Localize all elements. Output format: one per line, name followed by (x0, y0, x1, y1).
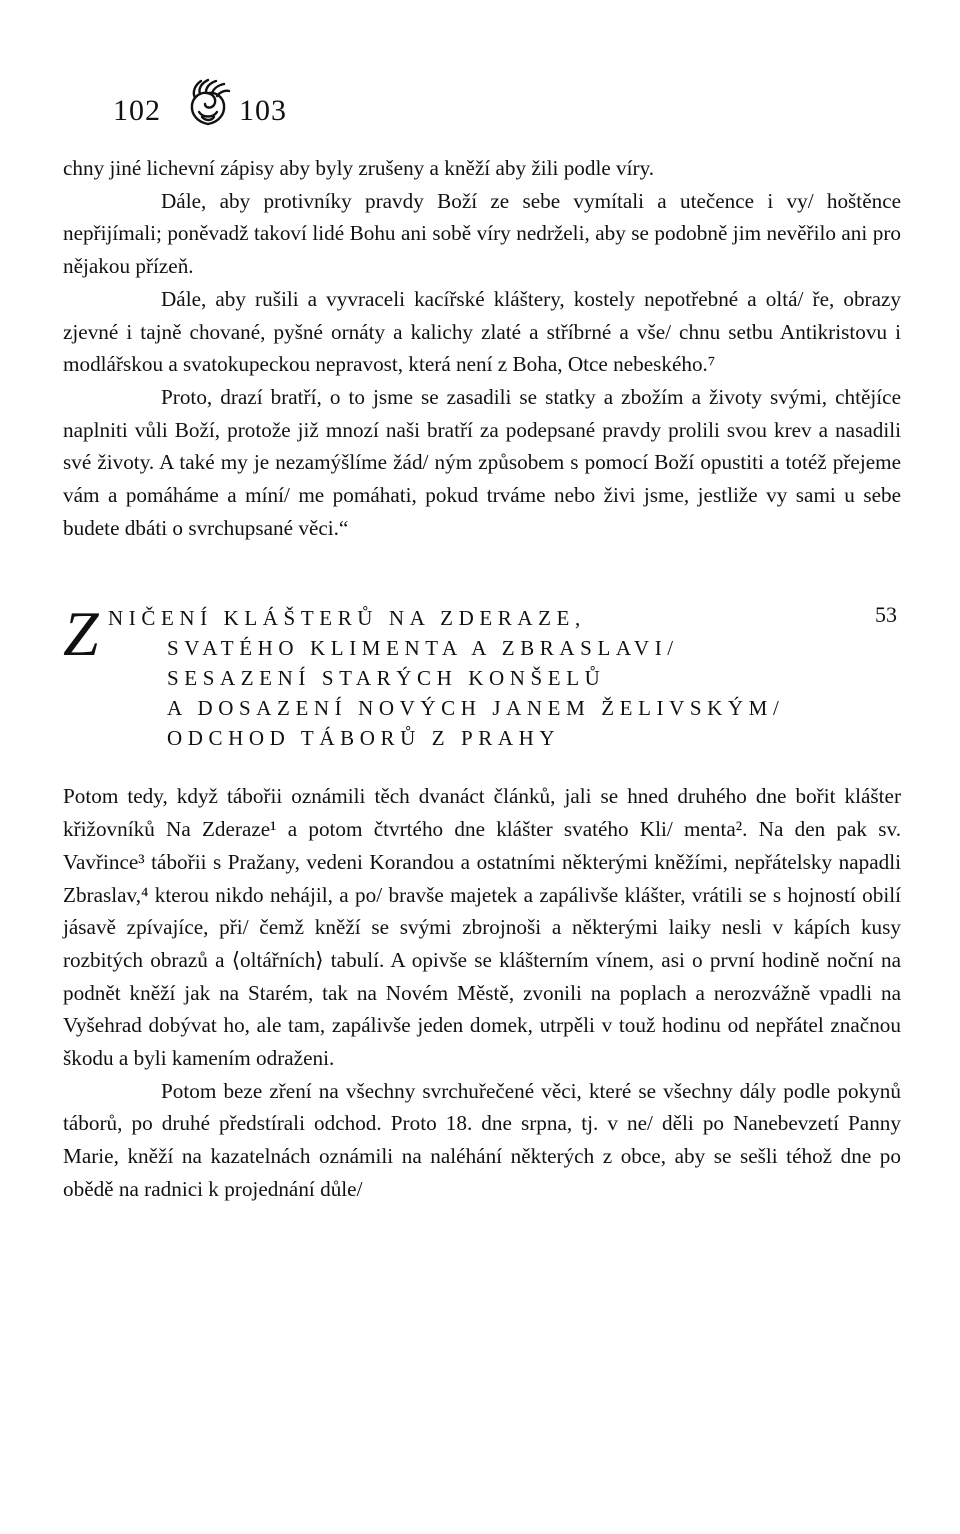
chapter-title-line: NIČENÍ KLÁŠTERŮ NA ZDERAZE, (108, 606, 586, 631)
chapter-title-line: ODCHOD TÁBORŮ Z PRAHY (167, 726, 561, 751)
top-text (63, 152, 901, 544)
book-page (63, 78, 901, 1206)
paragraph: Proto, drazí bratří, o to jsme se zasadili se statky a zbožím a životy svými, chtějíce naplniti vůli Boží, protože již mnozí naši bratří za podepsané pravdy prolili svou krev a nasadili své životy. A také my je nezamýšlíme žád/ ným způsobem s pomocí Boží opustiti a totéž přejeme vám a pomáháme a míní/ me pomáhati, pokud trváme nebo živi jsme, jestliže vy sami u sebe budete dbáti o svrchupsané věci.“ (63, 384, 901, 540)
paragraph: Potom beze zření na všechny svrchuřečené věci, které se všechny dály podle pokynů táborů, po druhé předstírali odchod. Proto 18. dne srpna, tj. v ne/ děli po Nanebevzetí Panny Marie, kněží na kazatelnách oznámili na naléhání některých z obce, aby se sešli téhož dne po obědě na radnici k projednání důle/ (63, 1078, 901, 1201)
flame-ornament-icon (183, 78, 233, 128)
paragraph: Dále, aby protivníky pravdy Boží ze sebe vymítali a utečence i vy/ hoštěnce nepřijímali; poněvadž takoví lidé Bohu ani sobě víry nedrželi, aby se podobně jim nevěřilo ani pro nějakou přízeň. (63, 188, 901, 279)
chapter-initial: Z (63, 598, 99, 670)
chapter-heading (63, 598, 901, 772)
chapter-title-line: SESAZENÍ STARÝCH KONŠELŮ (167, 666, 606, 691)
chapter-title-line: A DOSAZENÍ NOVÝCH JANEM ŽELIVSKÝM/ (167, 696, 785, 721)
paragraph-continuation: chny jiné lichevní zápisy aby byly zrušeny a kněží aby žili podle víry. (63, 156, 655, 180)
page-number-right: 103 (239, 94, 287, 127)
paragraph: Potom tedy, když tábořii oznámili těch dvanáct článků, jali se hned druhého dne bořit klášter křižovníků Na Zderaze¹ a potom čtvrtého dne klášter svatého Kli/ menta². Na den pak sv. Vavřince³ tábořii s Pražany, vedeni Korandou a ostatními některými kněžími, nepřátelsky napadli Zbraslav,⁴ kterou nikdo nehájil, a po/ bravše majetek a zapálivše klášter, vrátili se s hojností obilí jásavě zpívajíce, při/ čemž kněží se svými zbrojnoši a některými laiky nesli v kápích kusy rozbitých obrazů a ⟨oltářních⟩ tabulí. A opivše se klášterním vínem, asi o první hodině noční na podnět kněží jak na Starém, tak na Novém Městě, zvonili na poplach a nerozvážně vpadli na Vyšehrad dobývat ho, ale tam, zapálivše jeden domek, utrpěli v touž hodinu od nepřátel značnou škodu a byli kamením odraženi. (63, 784, 901, 1071)
page-number-left: 102 (113, 94, 161, 127)
chapter-number: 53 (875, 602, 897, 628)
chapter-title-line: SVATÉHO KLIMENTA A ZBRASLAVI/ (167, 636, 679, 661)
running-head (63, 78, 901, 152)
paragraph: Dále, aby rušili a vyvraceli kacířské kláštery, kostely nepotřebné a oltá/ ře, obrazy zjevné i tajně chované, pyšné ornáty a kalichy zlaté a stříbrné a vše/ chnu setbu Antikristovu i modlářskou a svatokupeckou nepravost, která není z Boha, Otce nebeského.⁷ (63, 286, 901, 377)
chapter-text (63, 780, 901, 1205)
chapter-title (108, 603, 784, 753)
